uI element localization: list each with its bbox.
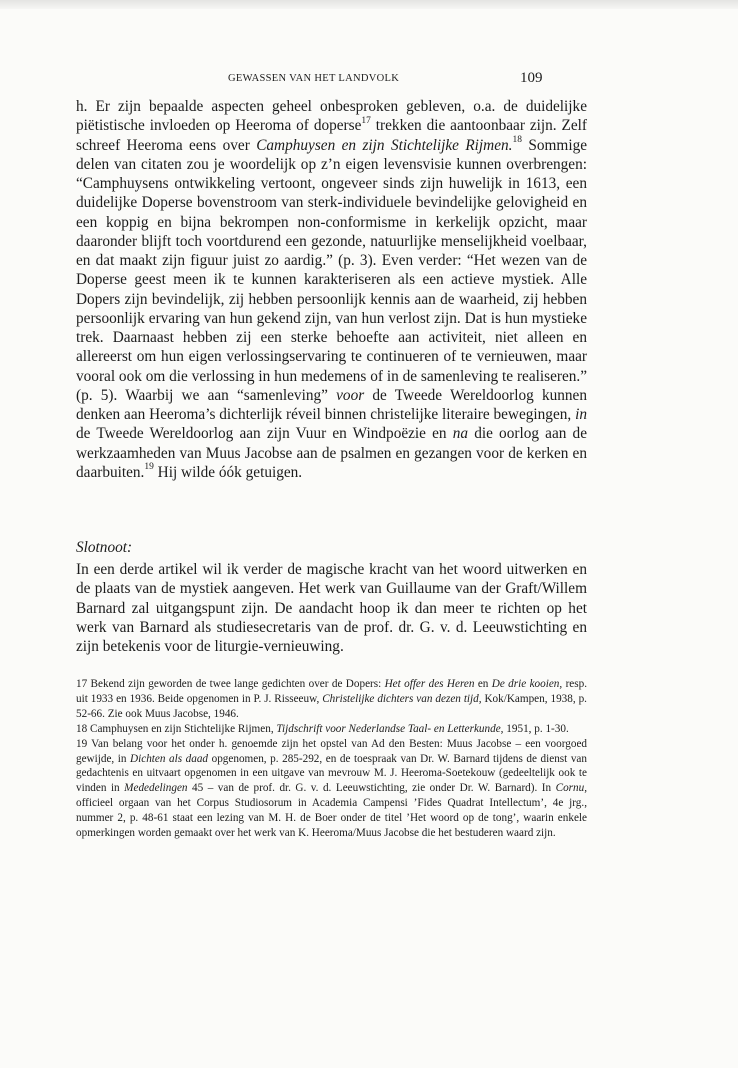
footnote-19 [76, 737, 587, 841]
text-run: trekken die aantoonbaar zijn. Zelf schreef Heeroma eens over [76, 117, 587, 154]
text-run: 1951, p. 1-30. [503, 722, 569, 735]
slotnoot-heading: Slotnoot: [76, 539, 133, 556]
text-run: die oorlog aan de werkzaamheden van Muus Jacobse aan de psalmen en gezangen voor de kerken en daarbuiten. [76, 425, 587, 481]
text-run: de Tweede Wereldoorlog kunnen denken aan Heeroma’s dichterlijk réveil binnen christelijke literaire bewegingen, [76, 386, 587, 423]
text-run: Bekend zijn geworden de twee lange gedichten over de Dopers: [87, 678, 385, 690]
footnote-number: 19 [76, 737, 88, 750]
cited-title: Mededelingen [124, 782, 188, 795]
cited-title: Tijdschrift voor Nederlandse Taal- en Letterkunde, [276, 722, 504, 735]
footnote-number: 18 [76, 722, 88, 735]
footnote-17 [76, 677, 587, 722]
page-top-edge [0, 0, 738, 9]
text-run: officieel orgaan van het Corpus Studiosorum in Academia Campensi ’Fides Quadrat Intellectum’, 4e jrg., nummer 2, p. 48-61 staat een lezing van M. H. de Boer onder de titel ’Het woord op de tong’, waarin enkele opmerkingen worden gemaakt over het werk van K. Heeroma/Muus Jacobse die het bestuderen waard zijn. [76, 797, 587, 840]
footnote-number: 17 [76, 678, 88, 690]
footnote-ref-19: 19 [144, 462, 154, 473]
book-title: Camphuysen en zijn Stichtelijke Rijmen. [256, 136, 513, 154]
text-run: Kok/Kampen, 1938, p. 52-66. Zie ook Muus Jacobse, 1946. [76, 692, 587, 720]
body-paragraph-h [76, 97, 587, 482]
text-run: opgenomen, p. 285-292, en de toespraak van Dr. W. Barnard tijdens de dienst van gedachtenis en uitvaart opgenomen in een uitgave van mevrouw M. J. Heeroma-Soetekouw (gedeeltelijk ook te vinden in [76, 752, 587, 795]
footnote-ref-18: 18 [512, 134, 522, 145]
page-number: 109 [520, 70, 543, 86]
cited-title: Christelijke dichters van dezen tijd, [322, 692, 482, 705]
text-run: 45 – van de prof. dr. G. v. d. Leeuwstichting, zie onder Dr. W. Barnard). In [187, 782, 556, 795]
paragraph [76, 97, 587, 482]
cited-title: Cornu, [555, 782, 588, 795]
text-run: h. Er zijn bepaalde aspecten geheel onbesproken gebleven, o.a. de duidelijke piëtistische invloeden op Heeroma of doperse [76, 98, 587, 135]
text-run: Camphuysen en zijn Stichtelijke Rijmen, [87, 722, 277, 735]
footnotes [76, 677, 587, 841]
cited-title: Het offer des Heren [384, 678, 475, 690]
emphasis-na: na [452, 425, 469, 443]
text-run: Sommige delen van citaten zou je woordelijk op z’n eigen levensvisie kunnen overbrengen: “Camphuysens ontwikkeling vertoont, ongeveer sinds zijn huwelijk in 1613, een duidelijke Doperse bovenstroom van sterk-individuele bevindelijke gelovigheid en een koppig en bijna bekrompen non-conformisme in kerkelijk opzicht, maar daaronder blijft toch voortdurend een gezonde, natuurlijke menselijkheid voelbaar, en dat maakt zijn figuur juist zo aardig.” (p. 3). Even verder: “Het wezen van de Doperse geest meen ik te kunnen karakteriseren als een actieve mystiek. Alle Dopers zijn bevindelijk, zij hebben persoonlijk kennis aan de waarheid, zij hebben persoonlijk ervaring van hun gekend zijn, van hun verlost zijn. Dat is hun mystieke trek. Daarnaast hebben zij een sterke behoefte aan activiteit, niet alleen en allereerst om hun eigen verlossingservaring te continueren of te vernieuwen, maar vooral ook om die verlossing in hun medemens of in de samenleving te realiseren.” (p. 5). Waarbij we aan “samenleving” [76, 136, 588, 404]
slotnoot-paragraph [76, 560, 587, 656]
paragraph: In een derde artikel wil ik verder de magische kracht van het woord uitwerken en de plaats van de mystiek aangeven. Het werk van Guillaume van der Graft/Willem Barnard zal uitgangspunt zijn. De aandacht hoop ik dan meer te richten op het werk van Barnard als studiesecretaris van de prof. dr. G. v. d. Leeuwstichting en zijn betekenis voor de liturgie-vernieuwing. [76, 561, 587, 655]
text-run: resp. uit 1933 en 1936. Beide opgenomen in P. J. Risseeuw, [76, 678, 588, 705]
footnote-ref-17: 17 [361, 115, 371, 126]
text-run: Van belang voor het onder h. genoemde zijn het opstel van Ad den Besten: Muus Jacobse – een voorgoed gewijde, in [76, 737, 587, 765]
footnote-18 [76, 722, 587, 737]
emphasis-voor: voor [336, 386, 365, 404]
cited-title: Dichten als daad [130, 752, 209, 765]
text-run: Hij wilde óók getuigen. [153, 463, 303, 481]
cited-title: De drie kooien, [491, 678, 563, 690]
text-run: en [474, 678, 492, 690]
emphasis-in: in [575, 406, 587, 423]
text-run: de Tweede Wereldoorlog aan zijn Vuur en Windpoëzie en [76, 425, 453, 443]
running-head: GEWASSEN VAN HET LANDVOLK [228, 73, 400, 84]
